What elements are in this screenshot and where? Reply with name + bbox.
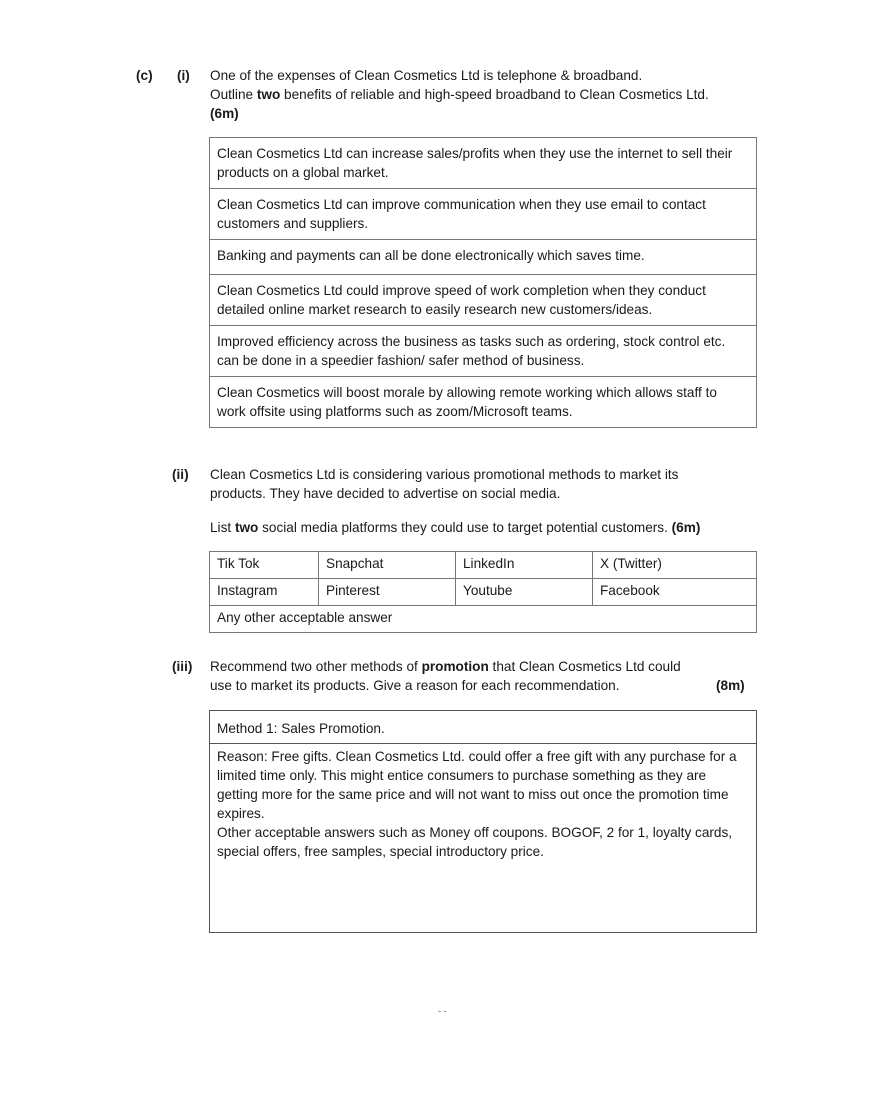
platform-cell: Facebook (593, 579, 757, 606)
platform-cell: Instagram (210, 579, 319, 606)
question-i-line2-c: benefits of reliable and high-speed broadband to Clean Cosmetics Ltd. (280, 87, 709, 102)
question-ii-marks: (6m) (671, 520, 701, 535)
question-iii-body (210, 657, 690, 695)
question-iii-text-a: Recommend two other methods of (210, 659, 422, 674)
question-ii-emphasis: two (234, 520, 259, 535)
answer-cell: Banking and payments can all be done electronically which saves time. (210, 240, 757, 275)
method-other-answers: Other acceptable answers such as Money off coupons. BOGOF, 2 for 1, loyalty cards, special offers, free samples, special introductory price. (217, 825, 733, 859)
answer-cell: Clean Cosmetics Ltd could improve speed of work completion when they conduct detailed online market research to easily research new customers/ideas. (210, 275, 757, 326)
question-i-answer-table (209, 137, 757, 428)
question-ii-intro: Clean Cosmetics Ltd is considering various promotional methods to market its products. They have decided to advertise on social media. (210, 467, 679, 501)
method-heading: Method 1: Sales Promotion. (210, 711, 756, 744)
question-i-marks: (6m) (210, 106, 239, 121)
question-i-line2 (210, 85, 750, 104)
answer-cell: Improved efficiency across the business as tasks such as ordering, stock control etc. can be done in a speedier fashion/ safer method of business. (210, 326, 757, 377)
question-i-line1: One of the expenses of Clean Cosmetics Ltd is telephone & broadband. (210, 68, 643, 83)
question-ii-text (210, 465, 750, 537)
question-i-line2-a: Outline (210, 87, 257, 102)
question-iii-text-c: that Clean Cosmetics Ltd could use to market its products. Give a reason for each recommendation. (210, 659, 681, 693)
platform-cell: LinkedIn (456, 552, 593, 579)
answer-cell: Clean Cosmetics will boost morale by allowing remote working which allows staff to work offsite using platforms such as zoom/Microsoft teams. (210, 377, 757, 428)
method-details (210, 744, 756, 864)
question-i-emphasis: two (256, 87, 281, 102)
question-number-iii: (iii) (172, 659, 193, 674)
part-label: (c) (136, 68, 153, 83)
answer-cell: Clean Cosmetics Ltd can improve communication when they use email to contact customers and suppliers. (210, 189, 757, 240)
question-iii-emphasis: promotion (421, 659, 489, 674)
platform-cell: Pinterest (319, 579, 456, 606)
platform-cell: Tik Tok (210, 552, 319, 579)
question-iii-text (210, 657, 750, 695)
method-reason: Reason: Free gifts. Clean Cosmetics Ltd. could offer a free gift with any purchase for a limited time only. This might entice consumers to purchase something as they are getting more for the same price and will not want to miss out once the promotion time expires. (217, 749, 737, 821)
question-ii-list-c: social media platforms they could use to target potential customers. (258, 520, 672, 535)
platform-cell: Youtube (456, 579, 593, 606)
page-number: - - (438, 1006, 447, 1016)
question-ii-list-a: List (210, 520, 235, 535)
platform-cell: Snapchat (319, 552, 456, 579)
question-number-ii: (ii) (172, 467, 189, 482)
question-i-text (210, 66, 750, 123)
answer-cell: Clean Cosmetics Ltd can increase sales/profits when they use the internet to sell their products on a global market. (210, 138, 757, 189)
platform-other-cell: Any other acceptable answer (210, 606, 757, 633)
question-iii-answer-box (209, 710, 757, 933)
question-number-i: (i) (177, 68, 190, 83)
social-platforms-table (209, 551, 757, 633)
question-iii-marks: (8m) (716, 678, 745, 693)
question-ii-list-line (210, 518, 750, 537)
platform-cell: X (Twitter) (593, 552, 757, 579)
